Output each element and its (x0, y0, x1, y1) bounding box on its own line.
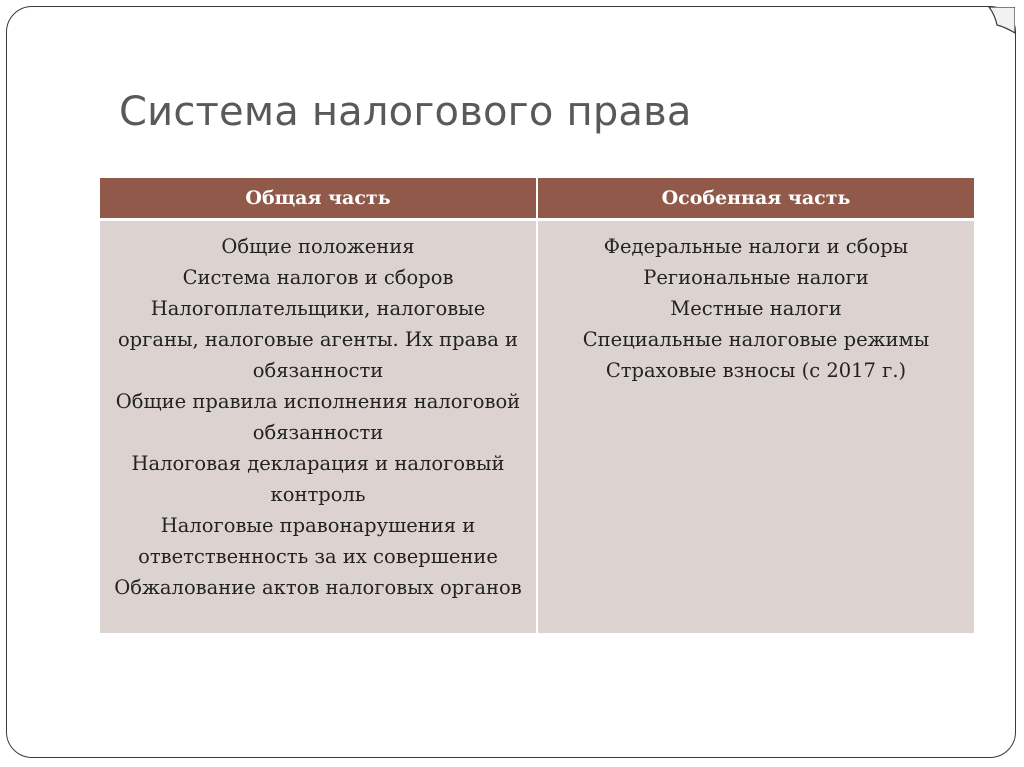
special-part-cell (537, 220, 974, 634)
list-item: Специальные налоговые режимы (582, 328, 930, 351)
general-part-cell (100, 220, 537, 634)
list-item: Федеральные налоги и сборы (603, 235, 909, 258)
list-item: Региональные налоги (643, 266, 869, 289)
list-item: Общие правила исполнения налоговой обязанности (115, 390, 521, 444)
list-item: Местные налоги (670, 297, 842, 320)
list-item: Система налогов и сборов (182, 266, 454, 289)
tax-law-table (100, 178, 974, 633)
list-item: Обжалование актов налоговых органов (114, 576, 522, 599)
table-header-row (100, 178, 974, 220)
header-special-part: Особенная часть (537, 178, 974, 220)
page-curl-icon (975, 7, 1015, 47)
header-general-part: Общая часть (100, 178, 537, 220)
list-item: Налоговая декларация и налоговый контроль (131, 452, 505, 506)
list-item: Общие положения (221, 235, 415, 258)
list-item: Страховые взносы (с 2017 г.) (605, 359, 907, 382)
table-row (100, 220, 974, 634)
list-item: Налогоплательщики, налоговые органы, налоговые агенты. Их права и обязанности (117, 297, 519, 382)
list-item: Налоговые правонарушения и ответственность за их совершение (138, 514, 498, 568)
slide-title: Система налогового права (119, 89, 692, 135)
